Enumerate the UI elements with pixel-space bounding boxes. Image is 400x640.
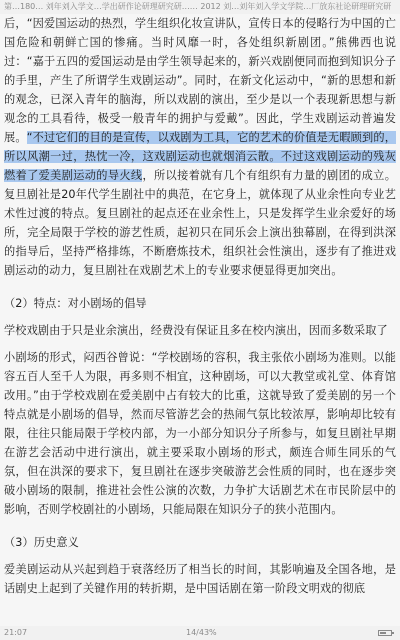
highlighted-selection[interactable]: “不过它们的目的是宣传，以戏剧为工具，它的艺术的价值是无暇顾到的，所以风潮一过，热忱一冷，这戏剧运动也就烟消云散。不过这戏剧运动的残灰燃着了爱美剧运动的导火线 xyxy=(4,131,396,182)
spacer xyxy=(4,280,396,288)
status-footer xyxy=(0,626,400,640)
running-header-text: 第…180… 刘年刘入学文…学出研作论研理研究研…… 2012 刘…刘年刘入学文学院…厂放东社论研理研究研 xyxy=(4,2,392,11)
section-heading: （3）历史意义 xyxy=(4,536,79,549)
spacer xyxy=(4,519,396,527)
page-progress-text: 14/43% xyxy=(186,628,217,637)
section-heading: （2）特点：对小剧场的倡导 xyxy=(4,297,147,310)
clock-text: 21:07 xyxy=(4,628,28,637)
spacer xyxy=(4,340,396,348)
document-page[interactable] xyxy=(4,14,396,626)
running-header xyxy=(0,0,400,14)
body-paragraph xyxy=(4,14,396,280)
body-paragraph: 学校戏剧由于只是业余演出，经费没有保证且多在校内演出，因而多数采取了 xyxy=(4,324,388,337)
body-paragraph: 爱美剧运动从兴起到趋于衰落经历了相当长的时间，其影响遍及全国各地，是话剧史上起到了关键作用的转折期，是中国话剧在第一阶段文明戏的彻底 xyxy=(4,563,396,595)
paragraph-text: ，所以接着就有几个有组织有力量的剧团的成立。复旦剧社是20年代学生剧社中的典范，在它身上，就体现了从业余性向专业艺术性过渡的特点。复旦剧社的起点还在业余性上，只是发挥学生业余爱好的场所，完全局限于学校的游艺性质，起初只在同乐会上演出独幕剧，在得到洪深的指导后，坚持严格排练，不断磨炼技术，组织社会性演出，逐步有了推进戏剧运动的动力，复旦剧社在戏剧艺术上的专业要求便显得更加突出。 xyxy=(4,169,396,277)
spacer xyxy=(4,552,396,560)
body-paragraph: 小剧场的形式，闷西谷曾说：“学校剧场的容积，我主张依小剧场为准则。以能容五百人至千人为限，再多则不相宜，这种剧场，可以大教堂或礼堂、体育馆改用。”由于学校戏剧在爱美剧中占有较大的比重，这就导致了爱美剧的另一个特点就是小剧场的倡导，然而尽管游艺会的热闹气氛比较浓厚，影响却比较有限，往往只能局限于学校内部，为一小部分知识分子所参与，如复旦剧社早期在游艺会活动中进行演出，就主要采取小剧场的形式，颇连合师生同乐的气氛，但在洪深的要求下，复旦剧社在逐步突破游艺会性质的同时，也在逐步突破小剧场的限制，推进社会性公演的次数，力争扩大话剧艺术在市民阶层中的影响，否则学校剧社的小剧场，只能局限在知识分子的狭小范围内。 xyxy=(4,351,396,516)
battery-level-fill xyxy=(380,632,386,634)
paragraph-text: 后，“因爱国运动的热烈，学生组织化妆宣讲队，宣传日本的侵略行为中国的亡国危险和朝鲜亡国的惨痛。当时风靡一时，各处组织新剧团。”熊佛西也说过：“嘉于五四的爱国运动是由学生领导起来的，新兴戏剧便同而抱到知识分子的手里，产生了所谓学生戏剧运动”。同时，在新文化运动中，“新的思想和新的观念，已深入青年的脑海，所以戏剧的演出，至少是以一个表现新思想与新观念的工具看待，极受一般青年的拥护与爱戴”。因此，学生戏剧运动普遍发展。 xyxy=(4,17,396,144)
battery-icon xyxy=(378,630,392,636)
spacer xyxy=(4,313,396,321)
